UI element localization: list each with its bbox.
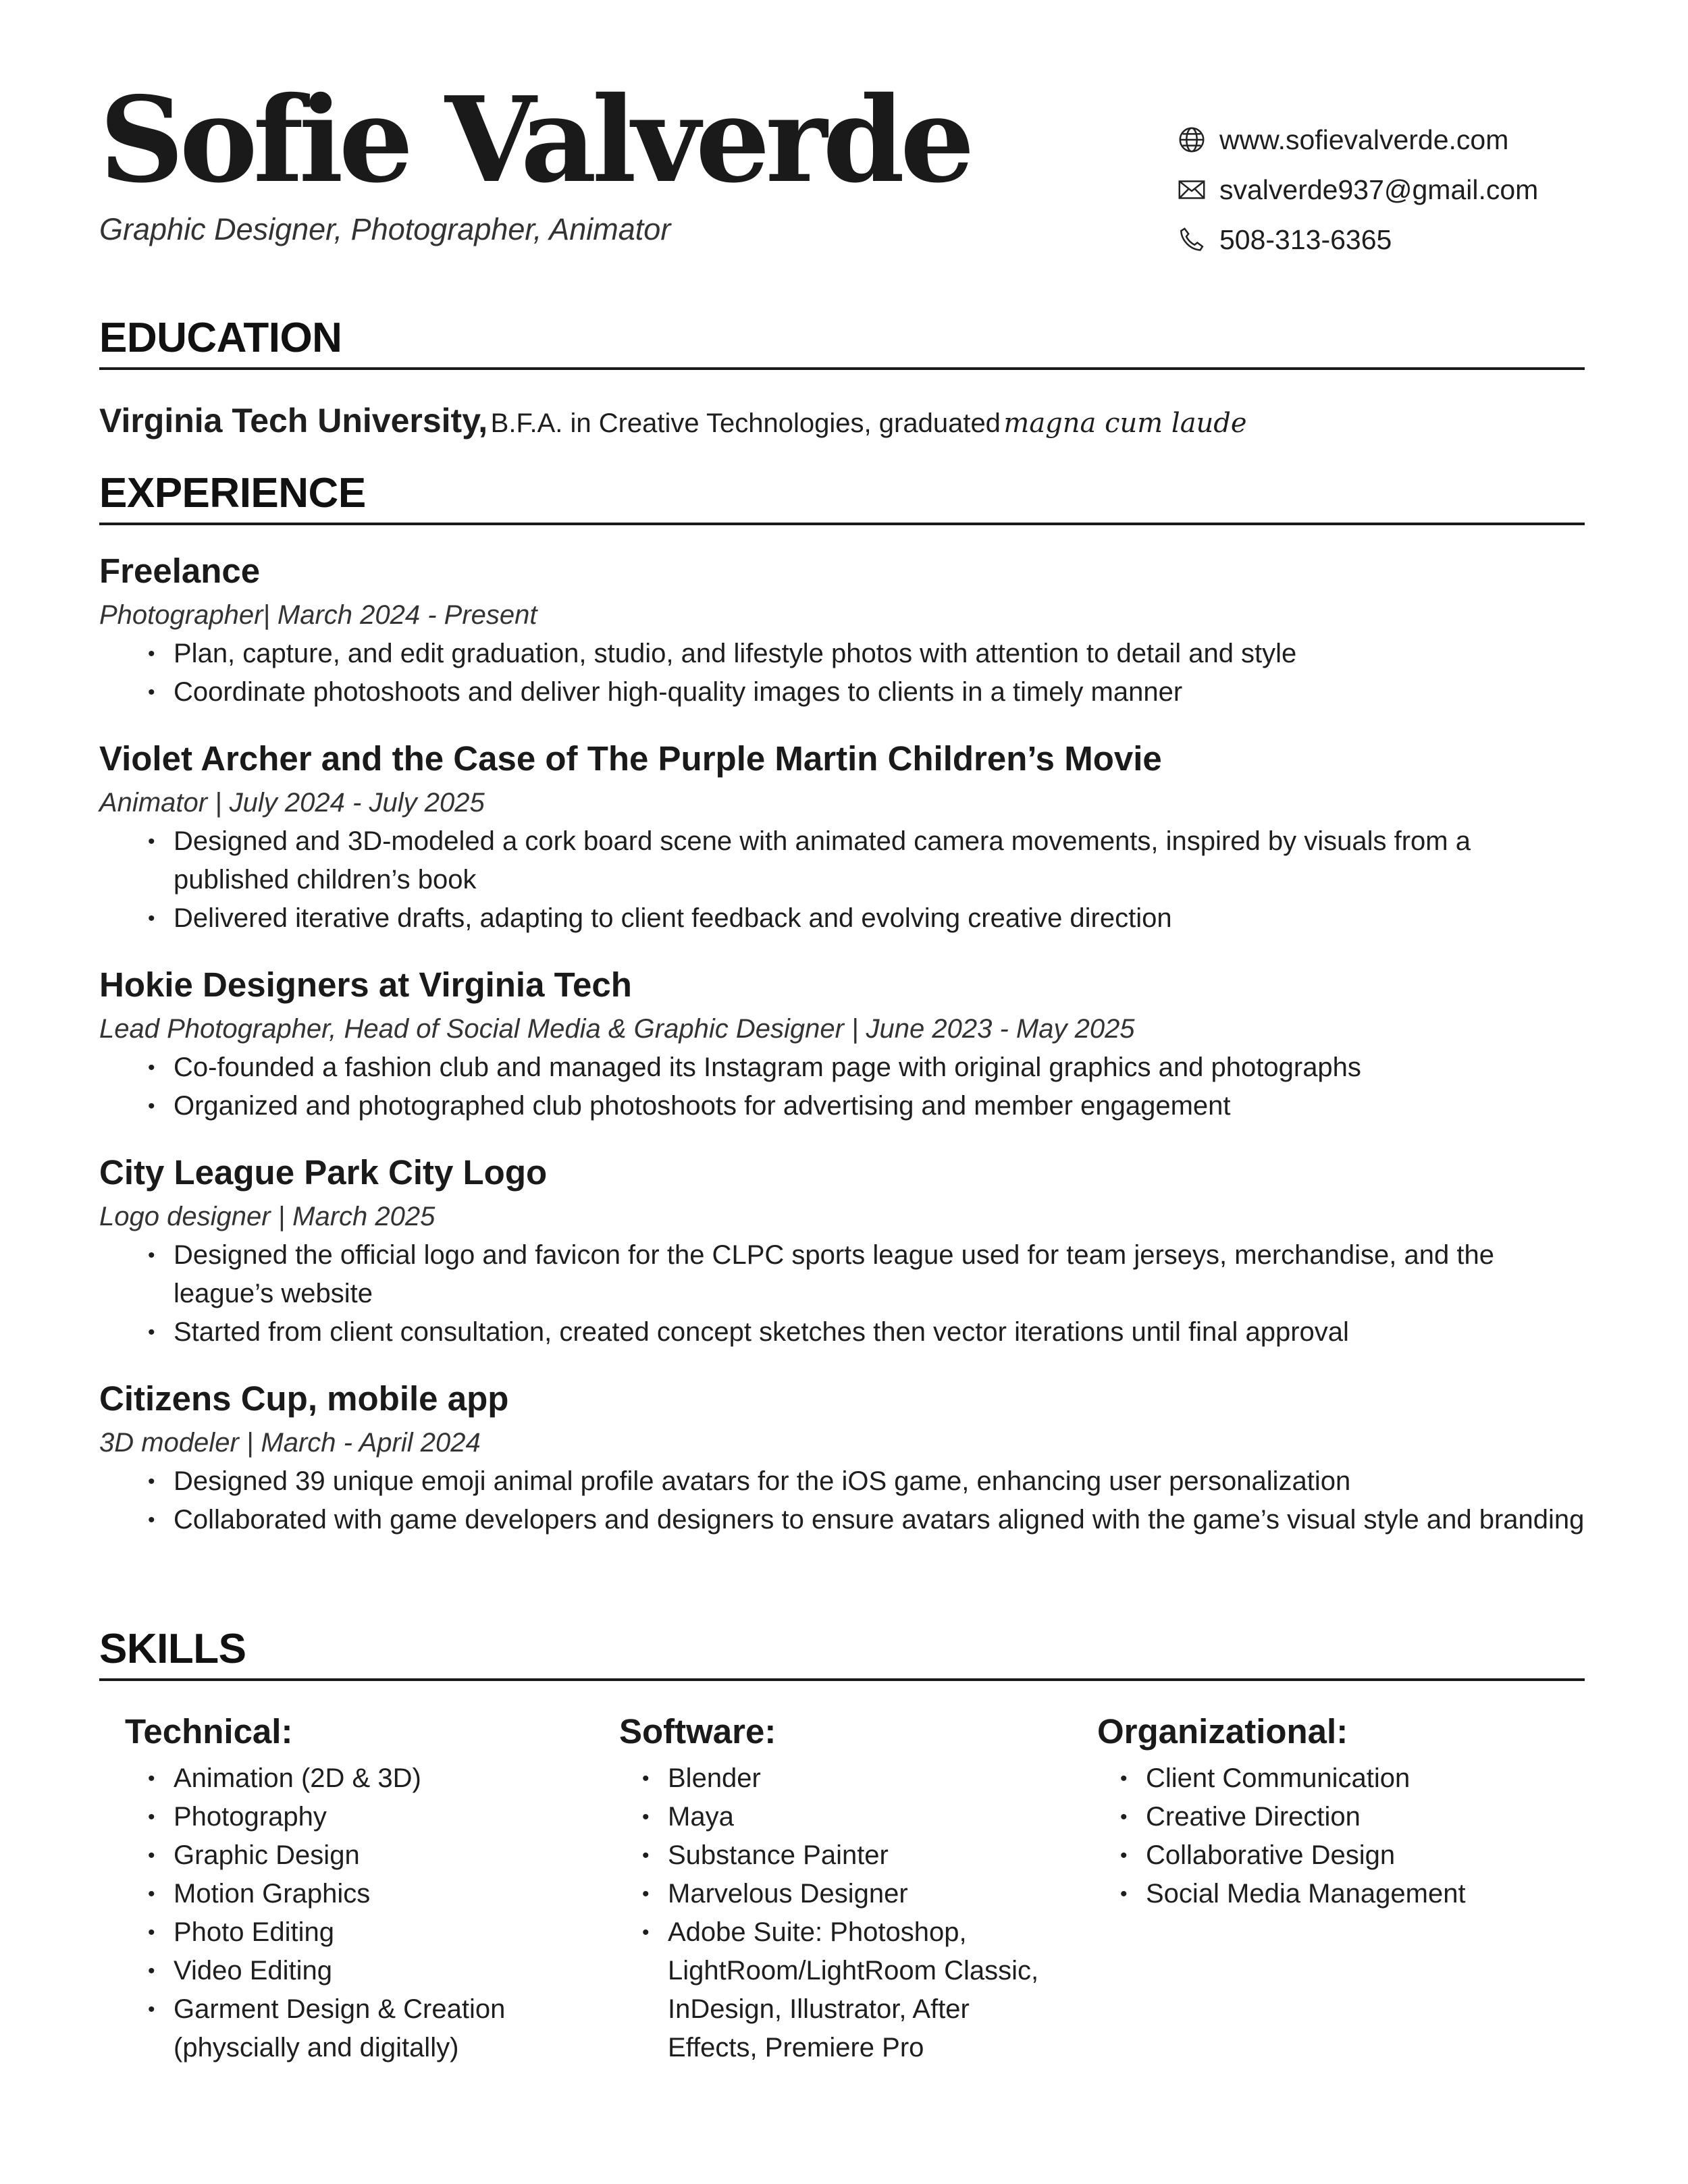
job-bullet: • Collaborated with game developers and designers to ensure avatars aligned with the game’s visual style and branding — [174, 1501, 1585, 1539]
job-bullets — [99, 1462, 1585, 1539]
skill-item: • Creative Direction — [1146, 1798, 1585, 1836]
job-entry — [99, 1375, 1585, 1539]
contact-phone-text[interactable]: 508-313-6365 — [1219, 223, 1392, 255]
contact-block — [1176, 115, 1581, 265]
job-bullet: • Plan, capture, and edit graduation, studio, and lifestyle photos with attention to detail and style — [174, 635, 1585, 673]
job-entry — [99, 961, 1585, 1125]
skills-column-technical — [99, 1708, 585, 2067]
job-bullets — [99, 1236, 1585, 1352]
skills-heading: SKILLS — [99, 1624, 1585, 1681]
skill-item: • Animation (2D & 3D) — [174, 1759, 585, 1798]
job-bullet: • Coordinate photoshoots and deliver high-quality images to clients in a timely manner — [174, 673, 1585, 712]
job-bullet: • Started from client consultation, created concept sketches then vector iterations until final approval — [174, 1313, 1585, 1352]
skill-item: • Video Editing — [174, 1952, 585, 1990]
job-bullet: • Co-founded a fashion club and managed its Instagram page with original graphics and photographs — [174, 1048, 1585, 1087]
contact-email[interactable] — [1176, 165, 1581, 215]
job-title: City League Park City Logo — [99, 1153, 548, 1192]
experience-heading: EXPERIENCE — [99, 469, 1585, 525]
skills-list — [594, 1759, 1066, 2067]
job-entry — [99, 547, 1585, 712]
skill-item: • Garment Design & Creation (physcially and digitally) — [174, 1990, 585, 2067]
job-title: Violet Archer and the Case of The Purple Martin Children’s Movie — [99, 739, 1162, 778]
job-subtitle: 3D modeler | March - April 2024 — [99, 1428, 481, 1458]
job-subtitle: Lead Photographer, Head of Social Media & Graphic Designer | June 2023 - May 2025 — [99, 1014, 1135, 1044]
education-entry — [99, 401, 1247, 440]
skills-list — [1072, 1759, 1585, 1913]
job-entry — [99, 735, 1585, 938]
job-title: Freelance — [99, 552, 261, 590]
job-bullet: • Delivered iterative drafts, adapting to client feedback and evolving creative direction — [174, 899, 1585, 938]
education-degree: B.F.A. in Creative Technologies, graduated — [490, 408, 1001, 438]
skill-item: • Motion Graphics — [174, 1875, 585, 1913]
globe-icon — [1176, 124, 1207, 155]
contact-website-text[interactable]: www.sofievalverde.com — [1219, 124, 1509, 155]
skills-column-title: Software: — [619, 1712, 776, 1751]
resume-name: Sofie Valverde — [99, 72, 970, 209]
skill-item: • Graphic Design — [174, 1836, 585, 1875]
skill-item: • Photography — [174, 1798, 585, 1836]
education-school: Virginia Tech University, — [99, 402, 488, 440]
skill-item: • Adobe Suite: Photoshop, LightRoom/LightRoom Classic, InDesign, Illustrator, After Effects, Premiere Pro — [668, 1913, 1066, 2067]
phone-icon — [1176, 224, 1207, 255]
contact-phone[interactable] — [1176, 215, 1581, 265]
skill-item: • Marvelous Designer — [668, 1875, 1066, 1913]
job-bullets — [99, 1048, 1585, 1125]
skill-item: • Maya — [668, 1798, 1066, 1836]
job-bullet: • Organized and photographed club photoshoots for advertising and member engagement — [174, 1087, 1585, 1125]
contact-email-text[interactable]: svalverde937@gmail.com — [1219, 174, 1539, 205]
contact-website[interactable] — [1176, 115, 1581, 165]
job-title: Citizens Cup, mobile app — [99, 1379, 509, 1418]
skill-item: • Social Media Management — [1146, 1875, 1585, 1913]
job-bullet: • Designed 39 unique emoji animal profile avatars for the iOS game, enhancing user personalization — [174, 1462, 1585, 1501]
skills-list — [99, 1759, 585, 2067]
skill-item: • Photo Editing — [174, 1913, 585, 1952]
skill-item: • Client Communication — [1146, 1759, 1585, 1798]
envelope-icon — [1176, 174, 1207, 205]
job-entry — [99, 1148, 1585, 1352]
job-title: Hokie Designers at Virginia Tech — [99, 965, 632, 1004]
job-subtitle: Photographer| March 2024 - Present — [99, 600, 537, 630]
skill-item: • Substance Painter — [668, 1836, 1066, 1875]
job-bullets — [99, 822, 1585, 938]
skills-column-title: Organizational: — [1097, 1712, 1348, 1751]
job-subtitle: Animator | July 2024 - July 2025 — [99, 788, 485, 818]
experience-list — [99, 547, 1585, 1562]
education-heading: EDUCATION — [99, 313, 1585, 370]
skill-item: • Collaborative Design — [1146, 1836, 1585, 1875]
skills-column-software — [594, 1708, 1066, 2067]
education-honors: magna cum laude — [1003, 408, 1247, 439]
skills-column-organizational — [1072, 1708, 1585, 1913]
job-subtitle: Logo designer | March 2025 — [99, 1202, 436, 1231]
job-bullets — [99, 635, 1585, 712]
skills-column-title: Technical: — [125, 1712, 293, 1751]
job-bullet: • Designed the official logo and favicon for the CLPC sports league used for team jerseys, merchandise, and the league’s website — [174, 1236, 1585, 1313]
job-bullet: • Designed and 3D-modeled a cork board scene with animated camera movements, inspired by visuals from a published children’s book — [174, 822, 1585, 899]
resume-tagline: Graphic Designer, Photographer, Animator — [99, 212, 671, 246]
skill-item: • Blender — [668, 1759, 1066, 1798]
